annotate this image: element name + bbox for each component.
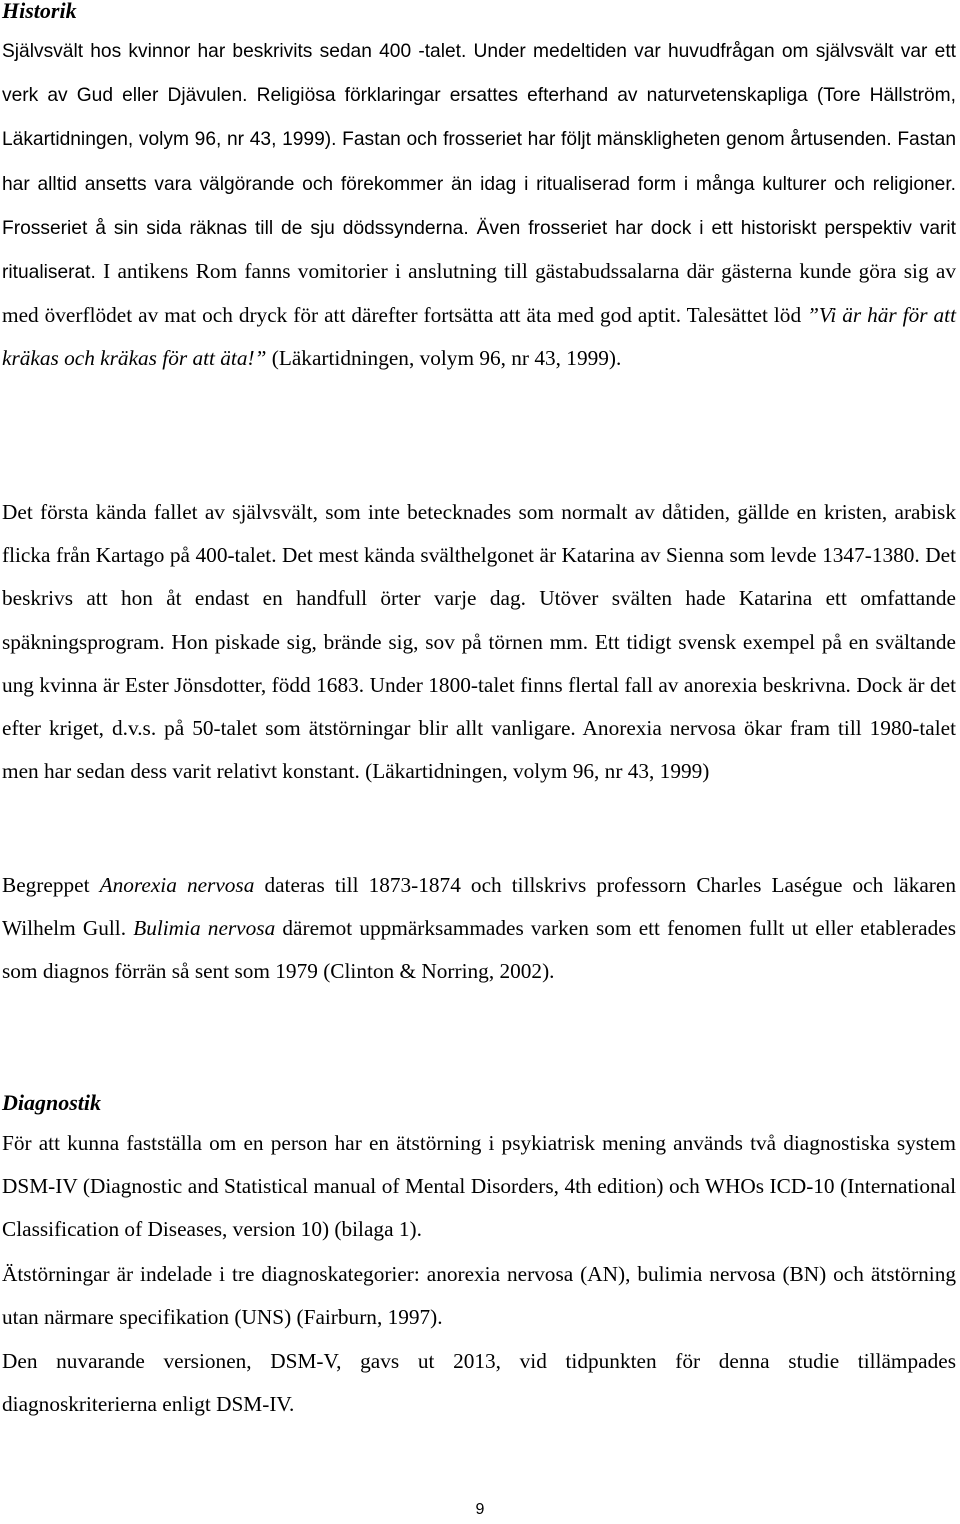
italic-term-anorexia: Anorexia nervosa <box>99 873 255 897</box>
paragraph-text-segment: I antikens Rom fanns vomitorier i anslutning till gästabudssalarna där gästerna kunde göra sig av med överflödet av mat och dryck för att därefter fortsätta att äta med god aptit. Talesättet löd <box>2 259 956 328</box>
paragraph-historik-1 <box>2 29 956 381</box>
paragraph-diagnostik-1: För att kunna fastställa om en person har en ätstörning i psykiatrisk mening används två diagnostiska system DSM-IV (Diagnostic and Statistical manual of Mental Disorders, 4th edition) och WHOs ICD-10 (International Classification of Diseases, version 10) (bilaga 1). <box>2 1131 956 1242</box>
italic-term-bulimia: Bulimia nervosa <box>133 916 276 941</box>
italic-quote: ”Vi är här för att kräkas och kräkas för att äta!” <box>2 303 956 371</box>
paragraph-text-segment: däremot uppmärksammades varken som ett fenomen fullt ut eller etablerades som diagnos förrän så sent som 1979 (Clinton & Norring, 2002). <box>2 916 956 984</box>
section-heading-diagnostik: Diagnostik <box>2 1090 102 1115</box>
paragraph-text-segment: dateras till 1873-1874 och tillskrivs professorn Charles Laségue och läkaren Wilhelm Gull. <box>2 873 956 941</box>
paragraph-historik-3 <box>2 864 956 994</box>
paragraph-diagnostik-2: Ätstörningar är indelade i tre diagnoskategorier: anorexia nervosa (AN), bulimia nervosa (BN) och ätstörning utan närmare specifikation (UNS) (Fairburn, 1997). <box>2 1262 956 1330</box>
paragraph-diagnostik-3: Den nuvarande versionen, DSM-V, gavs ut 2013, vid tidpunkten för denna studie tillämpades diagnoskriterierna enligt DSM-IV. <box>2 1349 956 1417</box>
page-number: 9 <box>475 1501 485 1518</box>
section-heading-historik: Historik <box>2 0 77 23</box>
paragraph-historik-2: Det första kända fallet av självsvält, som inte betecknades som normalt av dåtiden, gällde en kristen, arabisk flicka från Kartago på 400-talet. Det mest kända svälthelgonet är Katarina av Sienna som levde 1347-1380. Det beskrivs att hon åt endast en handfull örter varje dag. Utöver svälten hade Katarina ett omfattande späkningsprogram. Hon piskade sig, brände sig, sov på törnen mm. Ett tidigt svensk exempel på en svältande ung kvinna är Ester Jönsdotter, född 1683. Under 1800-talet finns flertal fall av anorexia beskrivna. Dock är det efter kriget, d.v.s. på 50-talet som ätstörningar blir allt vanligare. Anorexia nervosa ökar fram till 1980-talet men har sedan dess varit relativt konstant. (Läkartidningen, volym 96, nr 43, 1999) <box>2 500 956 784</box>
paragraph-text-segment: Begreppet <box>2 873 100 897</box>
paragraph-text-segment: (Läkartidningen, volym 96, nr 43, 1999). <box>266 346 622 371</box>
paragraph-text-segment: Självsvält hos kvinnor har beskrivits sedan 400 -talet. Under medeltiden var huvudfrågan om självsvält var ett verk av Gud eller Djävulen. Religiösa förklaringar ersattes efterhand av naturvetenskapliga (Tore Hällström, Läkartidningen, volym 96, nr 43, 1999). Fastan och frosseriet har följt mänskligheten genom årtusenden. Fastan har alltid ansetts vara välgörande och förekommer än idag i ritualiserad form i många kulturer och religioner. Frosseriet å sin sida räknas till de sju dödssynderna. Även frosseriet har dock i ett historiskt perspektiv varit ritualiserat. <box>2 41 956 284</box>
